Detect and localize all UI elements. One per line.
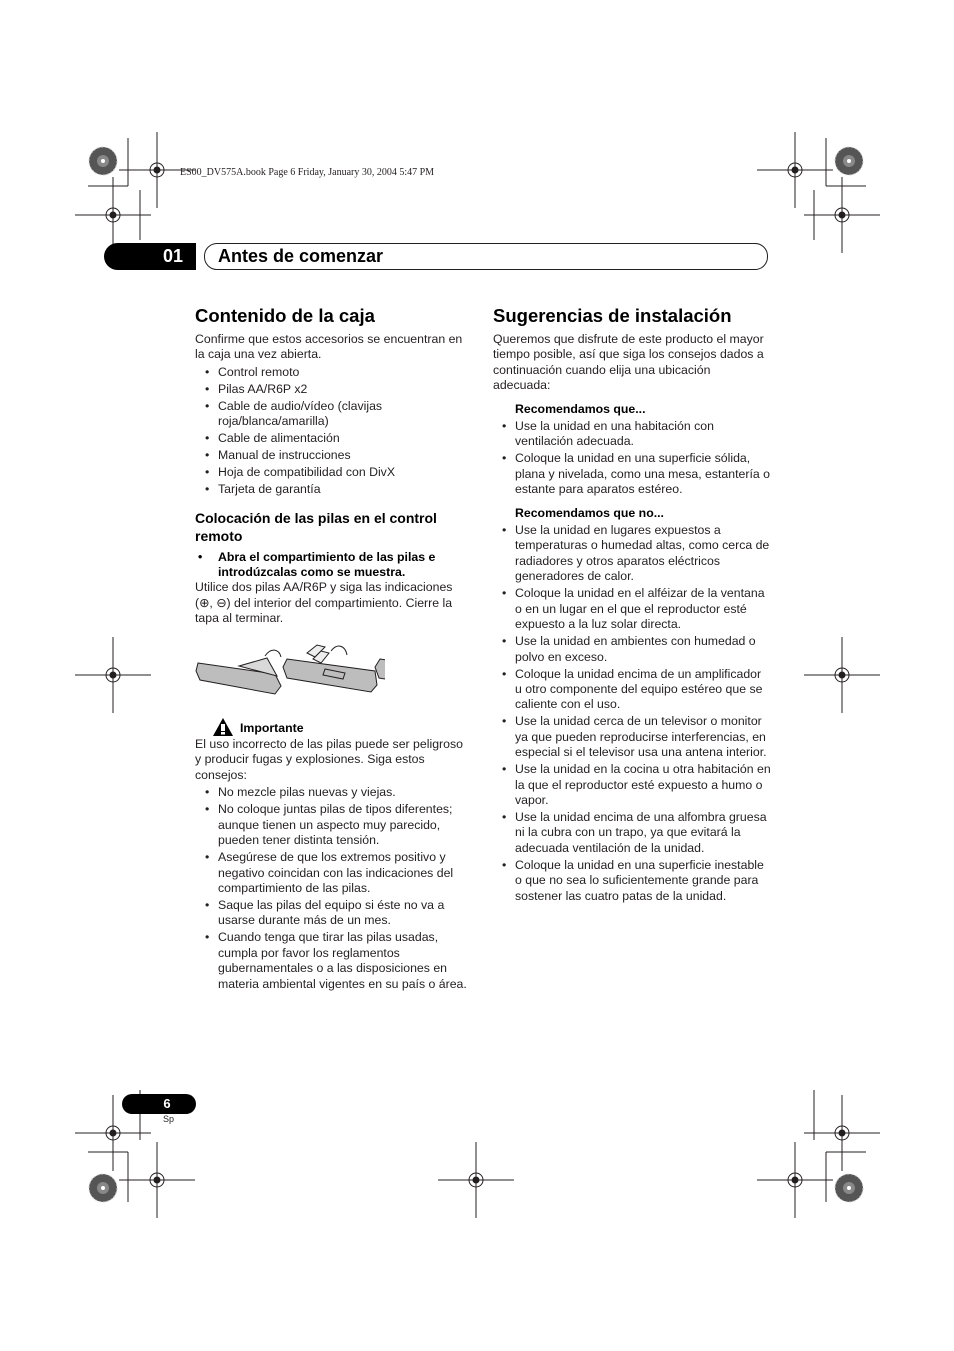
page-language: Sp <box>163 1114 175 1124</box>
list-item: • Use la unidad en ambientes con humedad o polvo en exceso. <box>502 634 756 664</box>
list-item: • Coloque la unidad en una superficie inestable o que no sea lo suficientemente grande para sostener las cuatro patas de la unidad. <box>502 857 764 903</box>
warning-icon <box>212 717 234 737</box>
list-item: • Cuando tenga que tirar las pilas usadas, cumpla por favor los reglamentos gubernamentales o a las disposiciones en materia ambiental vigentes en su país o área. <box>205 930 467 991</box>
installation-intro: Queremos que disfrute de este producto el mayor tiempo posible, así que siga los consejos dados a continuación cuando elija una ubicación adecuada: <box>493 332 764 393</box>
contents-list <box>195 365 470 498</box>
right-column <box>493 305 771 906</box>
list-item: • Coloque la unidad en el alféizar de la ventana o en un lugar en el que el reproductor esté expuesto a la luz solar directa. <box>502 586 765 632</box>
contents-heading: Contenido de la caja <box>195 305 375 326</box>
list-item: • Control remoto <box>205 364 300 379</box>
dont-heading: Recomendamos que no... <box>515 505 664 520</box>
chapter-number: 01 <box>162 246 184 266</box>
list-item: • Use la unidad en una habitación con ventilación adecuada. <box>502 419 714 449</box>
list-item: • Cable de audio/vídeo (clavijas roja/blanca/amarilla) <box>205 398 383 429</box>
list-item: • Use la unidad encima de una alfombra gruesa ni la cubra con un trapo, ya que evitará la adecuada ventilación de la unidad. <box>502 809 767 855</box>
list-item: • Tarjeta de garantía <box>205 482 321 497</box>
battery-illustration <box>195 641 470 715</box>
list-item: • No coloque juntas pilas de tipos diferentes; aunque tienen un aspecto muy parecido, pueden tener distinta tensión. <box>205 802 453 848</box>
important-label: Importante <box>212 721 470 736</box>
file-info: ES00_DV575A.book Page 6 Friday, January 30, 2004 5:47 PM <box>180 167 435 178</box>
list-item: • Coloque la unidad encima de un amplificador u otro componente del equipo estéreo que se caliente con el uso. <box>502 666 763 712</box>
chapter-title: Antes de comenzar <box>218 246 384 266</box>
installation-heading: Sugerencias de instalación <box>493 305 732 326</box>
list-item: • Manual de instrucciones <box>205 448 351 463</box>
contents-intro: Confirme que estos accesorios se encuentran en la caja una vez abierta. <box>195 332 463 362</box>
dont-list <box>493 523 771 904</box>
battery-heading: Colocación de las pilas en el control remoto <box>195 509 437 544</box>
important-list <box>195 785 470 992</box>
left-column <box>195 305 470 994</box>
battery-step-text: Utilice dos pilas AA/R6P y siga las indicaciones (⊕, ⊖) del interior del compartimiento. Cierre la tapa al terminar. <box>195 580 453 626</box>
do-heading: Recomendamos que... <box>515 401 646 416</box>
list-item: • No mezcle pilas nuevas y viejas. <box>205 785 396 800</box>
list-item: • Use la unidad en lugares expuestos a temperaturas o humedad altas, como cerca de radiadores y otros aparatos eléctricos generadores de calor. <box>502 523 770 584</box>
battery-step: • Abra el compartimiento de las pilas e introdúzcalas como se muestra. <box>198 549 436 580</box>
list-item: • Saque las pilas del equipo si éste no va a usarse durante más de un mes. <box>205 897 445 928</box>
remote-battery-illustration <box>195 641 385 715</box>
do-list <box>493 419 771 498</box>
list-item: • Cable de alimentación <box>205 431 340 446</box>
important-intro: El uso incorrecto de las pilas puede ser peligroso y producir fugas y explosiones. Siga estos consejos: <box>195 737 463 782</box>
list-item: • Hoja de compatibilidad con DivX <box>205 465 396 480</box>
list-item: • Pilas AA/R6P x2 <box>205 381 308 396</box>
list-item: • Use la unidad en la cocina u otra habitación en la que el reproductor esté expuesto a humo o vapor. <box>502 762 771 807</box>
list-item: • Use la unidad cerca de un televisor o monitor ya que pueden reproducirse interferencias, en especial si el televisor usa una antena interior. <box>502 714 767 760</box>
list-item: • Asegúrese de que los extremos positivo y negativo coincidan con las indicaciones del compartimiento de las pilas. <box>205 850 454 895</box>
page-number: 6 <box>163 1096 171 1111</box>
list-item: • Coloque la unidad en una superficie sólida, plana y nivelada, como una mesa, estantería o estante para aparatos estéreo. <box>502 451 770 497</box>
